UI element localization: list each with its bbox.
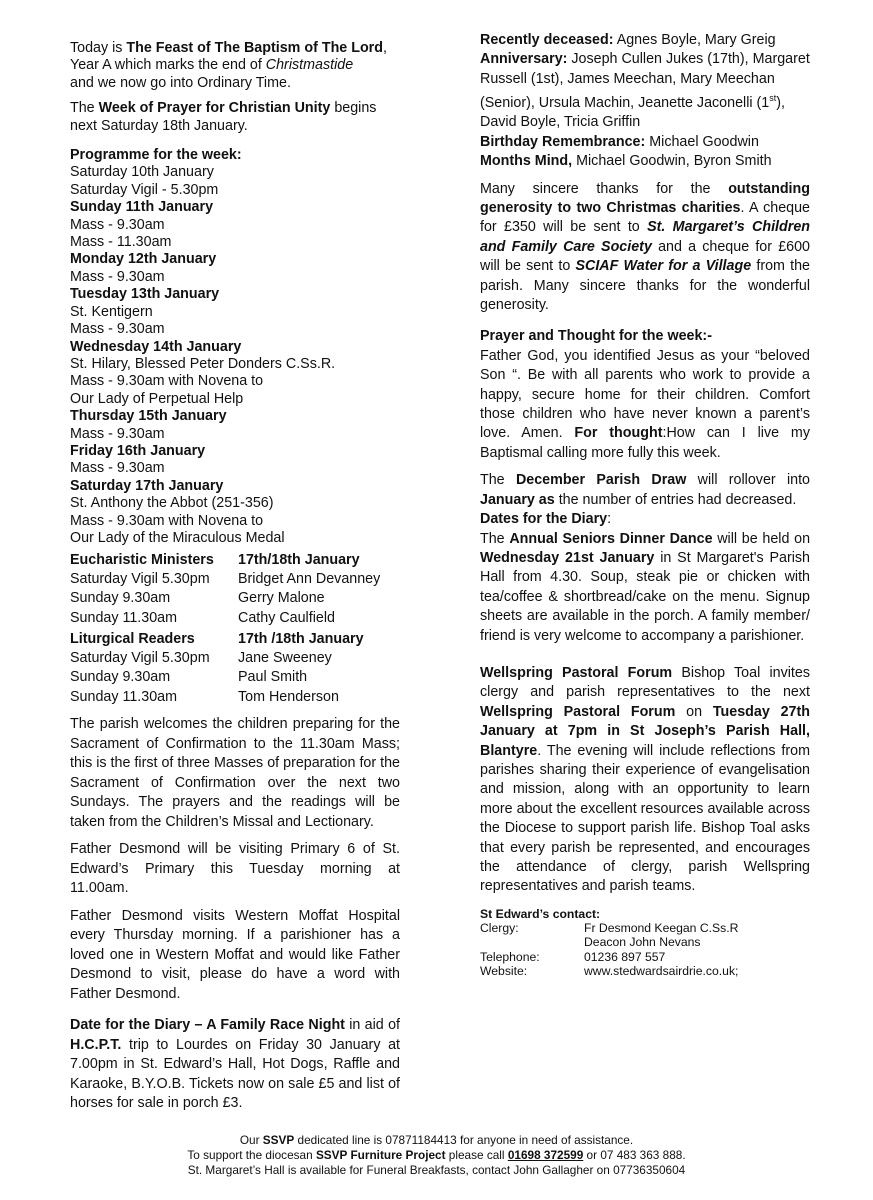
diary-heading: Dates for the Diary: — [480, 511, 612, 528]
clergy-name-1: Fr Desmond Keegan C.Ss.R — [584, 921, 739, 936]
footer-furniture-line: To support the diocesan SSVP Furniture Project please call 01698 372599 or 07 483 363 888. — [187, 1148, 686, 1162]
readers-heading: Liturgical Readers 17th /18th January — [70, 631, 364, 648]
programme-line: Mass - 11.30am — [70, 234, 172, 251]
rota-person: Jane Sweeney — [238, 649, 332, 666]
programme-line: St. Hilary, Blessed Peter Donders C.Ss.R. — [70, 355, 336, 372]
programme-line: Thursday 15th January — [70, 408, 227, 425]
contact-block — [480, 907, 810, 978]
year-line: Year A which marks the end of Christmastide — [70, 57, 354, 74]
rota-row — [70, 609, 400, 629]
rota-time: Sunday 11.30am — [70, 609, 178, 626]
programme-list — [70, 164, 400, 547]
rota-person: Bridget Ann Devanney — [238, 570, 381, 587]
footer-hall-line: St. Margaret’s Hall is available for Funeral Breakfasts, contact John Gallagher on 07736350604 — [187, 1163, 686, 1177]
confirmation-notice: The parish welcomes the children preparing for the Sacrament of Confirmation to the 11.30am Mass; this is the first of three Masses of preparation for the Sacrament of Confirmation over the next two Sundays. The prayers and the readings will be taken from the Children’s Missal and Lectionary. — [70, 716, 400, 830]
prayer-text: Father God, you identified Jesus as your “beloved Son “. Be with all parents who work to provide a happy, secure home for their children. Comfort those children who have never known a parent’s love. Amen. For thought:How can I live my Baptismal calling more fully this week. — [480, 347, 810, 461]
programme-line: Saturday 10th January — [70, 164, 214, 181]
charity-thanks: Many sincere thanks for the outstanding generosity to two Christmas charities. A cheque for £350 will be sent to St. Margaret’s Children and Family Care Society and a cheque for £600 will be sent to SCIAF Water for a Village from the parish. Many sincere thanks for the wonderful generosity. — [480, 180, 811, 314]
programme-line: Saturday 17th January — [70, 477, 224, 494]
rota-person: Paul Smith — [238, 669, 308, 686]
rota-time: Sunday 9.30am — [70, 669, 171, 686]
rota-person: Cathy Caulfield — [238, 609, 335, 626]
programme-line: Mass - 9.30am — [70, 460, 165, 477]
wellspring-notice: Wellspring Pastoral Forum Bishop Toal invites clergy and parish representatives to the next Wellspring Pastoral Forum on Tuesday 27th January at 7pm in St Joseph’s Parish Hall, Blantyre. The evening will include reflections from parishes sharing their experience of evangelisation and mission, along with an opportunity to learn more about the excellent resources available across the Diocese to support parish life. Bishop Toal asks that every parish be represented, and encourages the attendance of clergy, parish Wellspring representatives and parish teams. — [480, 664, 810, 895]
telephone-label: Telephone: — [480, 949, 540, 964]
rota-row — [70, 570, 400, 590]
programme-line: Friday 16th January — [70, 442, 206, 459]
rota-person: Gerry Malone — [238, 590, 325, 607]
birthday-remembrance: Birthday Remembrance: Michael Goodwin — [480, 133, 759, 150]
unity-notice: The Week of Prayer for Christian Unity begins next Saturday 18th January. — [70, 100, 377, 134]
rota-time: Saturday Vigil 5.30pm — [70, 570, 210, 587]
rota-row — [70, 649, 400, 669]
prayer-heading: Prayer and Thought for the week:- — [480, 328, 712, 345]
telephone-number: 01236 897 557 — [584, 949, 666, 964]
primary-visit-notice: Father Desmond will be visiting Primary 6 of St. Edward’s Primary this Tuesday morning at 11.00am. — [70, 841, 400, 897]
programme-line: Mass - 9.30am — [70, 268, 165, 285]
feast-line: Today is The Feast of The Baptism of The Lord, — [70, 40, 387, 56]
rota-row — [70, 688, 400, 708]
rota-row — [70, 668, 400, 688]
rota-time: Sunday 9.30am — [70, 590, 171, 607]
seniors-dinner-notice: The Annual Seniors Dinner Dance will be held on Wednesday 21st January in St Margaret's Parish Hall from 4.30. Soup, steak pie or chicken with tea/coffee & shortbread/cake on the menu. Signup sheets are available in the porch. A family member/ friend is very welcome to accompany a parishioner. — [480, 530, 811, 644]
right-column — [480, 31, 810, 978]
rota-row — [70, 589, 400, 609]
anniversary: Anniversary: Joseph Cullen Jukes (17th), Margaret Russell (1st), James Meechan, Mary Meechan (Senior), Ursula Machin, Jeanette Jaconelli (1st), David Boyle, Tricia Griffin — [480, 51, 810, 131]
programme-heading: Programme for the week: — [70, 147, 242, 164]
rota-time: Sunday 11.30am — [70, 688, 178, 705]
programme-line: Mass - 9.30am — [70, 216, 165, 233]
rota-time: Saturday Vigil 5.30pm — [70, 649, 210, 666]
furniture-phone[interactable]: 01698 372599 — [507, 1148, 584, 1162]
footer-ssvp-line: Our SSVP dedicated line is 07871184413 for anyone in need of assistance. — [239, 1133, 634, 1147]
programme-line: St. Anthony the Abbot (251-356) — [70, 495, 274, 512]
months-mind: Months Mind, Michael Goodwin, Byron Smith — [480, 153, 772, 170]
rota-person: Tom Henderson — [238, 688, 339, 705]
programme-line: Tuesday 13th January — [70, 286, 220, 303]
website-link[interactable]: www.stedwardsairdrie.co.uk; — [584, 964, 739, 979]
parish-draw-notice: The December Parish Draw will rollover into January as the number of entries had decreased. — [480, 472, 811, 508]
programme-line: Mass - 9.30am — [70, 321, 165, 338]
programme-line: Sunday 11th January — [70, 199, 214, 216]
race-night-notice: Date for the Diary – A Family Race Night in aid of H.C.P.T. trip to Lourdes on Friday 30 January at 7.00pm in St. Edward’s Hall, Hot Dogs, Raffle and Karaoke, B.Y.O.B. Tickets now on sale £5 and list of horses for sale in porch £3. — [70, 1017, 400, 1112]
programme-line: Our Lady of the Miraculous Medal — [70, 529, 285, 546]
programme-line: Our Lady of Perpetual Help — [70, 390, 244, 407]
recently-deceased: Recently deceased: Agnes Boyle, Mary Greig — [480, 32, 776, 48]
programme-line: Mass - 9.30am with Novena to — [70, 512, 264, 529]
ministers-heading: Eucharistic Ministers 17th/18th January — [70, 552, 360, 569]
ordinary-time-line: and we now go into Ordinary Time. — [70, 74, 291, 91]
programme-line: Mass - 9.30am — [70, 425, 165, 442]
programme-line: Saturday Vigil - 5.30pm — [70, 181, 219, 198]
programme-line: St. Kentigern — [70, 303, 153, 320]
clergy-name-2: Deacon John Nevans — [584, 935, 701, 950]
clergy-label: Clergy: — [480, 921, 519, 936]
website-label: Website: — [480, 964, 528, 979]
left-column — [70, 26, 400, 1114]
contact-heading: St Edward’s contact: — [480, 906, 601, 921]
footer — [0, 1133, 873, 1178]
programme-line: Wednesday 14th January — [70, 338, 242, 355]
readers-table — [70, 649, 400, 708]
hospital-notice: Father Desmond visits Western Moffat Hospital every Thursday morning. If a parishioner has a loved one in Western Moffat and would like Father Desmond to visit, please do have a word with Father Desmond. — [70, 907, 400, 1002]
programme-line: Monday 12th January — [70, 251, 217, 268]
programme-line: Mass - 9.30am with Novena to — [70, 373, 264, 390]
ministers-table — [70, 570, 400, 629]
